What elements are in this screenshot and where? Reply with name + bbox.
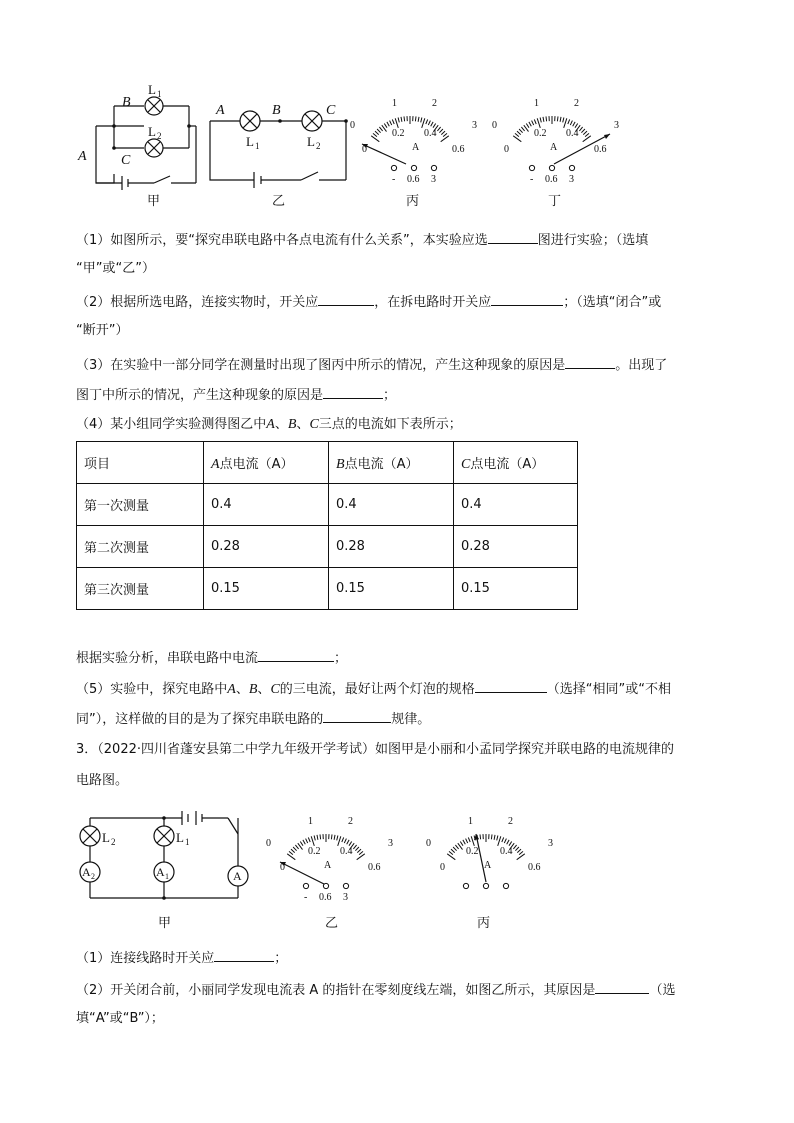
answer-blank[interactable] (323, 708, 391, 723)
dial-tick (460, 842, 463, 846)
dial-tick (517, 849, 521, 853)
yi-l2-label: L (307, 134, 315, 149)
dial-tick (534, 119, 536, 124)
svg-text:1: 1 (185, 837, 190, 847)
q3-title: 3．（2022·四川省蓬安县第二中学九年级开学考试）如图甲是小丽和小孟同学探究并联电路的电流规律的 (76, 742, 674, 757)
dial-tick (455, 845, 458, 849)
table-cell: 0.15 (454, 568, 578, 610)
svg-text:2: 2 (348, 816, 353, 827)
svg-text:A: A (156, 865, 165, 879)
dial-tick (300, 842, 303, 846)
answer-blank[interactable] (475, 678, 547, 693)
svg-text:1: 1 (308, 816, 313, 827)
svg-text:3: 3 (388, 838, 393, 849)
dial-tick (401, 117, 402, 122)
dial-tick (579, 127, 582, 131)
svg-text:2: 2 (574, 98, 579, 109)
dial-tick (317, 835, 318, 840)
dial-tick (546, 116, 547, 121)
dial-tick (437, 127, 440, 131)
dial-tick (398, 118, 399, 123)
dial-tick (295, 845, 298, 849)
dial-tick (379, 127, 382, 131)
dial-tick (334, 835, 335, 840)
q3-ammeter-yi (264, 816, 394, 904)
dial-tick (453, 847, 457, 851)
dial-tick (468, 837, 470, 842)
svg-text:3: 3 (472, 120, 477, 131)
dial-tick (532, 121, 534, 126)
answer-blank[interactable] (595, 979, 649, 994)
svg-text:0.2: 0.2 (534, 128, 547, 139)
dial-tick (342, 837, 344, 842)
yi-label-a: A (216, 103, 225, 118)
dial-tick (573, 122, 575, 126)
current-data-table (76, 441, 578, 610)
table-cell: 0.4 (454, 484, 578, 526)
table-cell: 第一次测量 (77, 484, 204, 526)
dial-tick (513, 136, 521, 142)
svg-text:A: A (412, 142, 420, 153)
dial-tick (390, 121, 392, 126)
dial-tick (526, 124, 529, 128)
table-header-cell: B点电流（A） (329, 442, 454, 484)
q2-part3: （3）在实验中一部分同学在测量时出现了图丙中所示的情况，产生这种现象的原因是 。出现了 (76, 354, 726, 376)
dial-tick (441, 131, 445, 135)
dial-tick (303, 840, 305, 844)
table-cell: 0.28 (204, 526, 329, 568)
q3-part2-cont: 填“A”或“B”）； (76, 1011, 164, 1026)
svg-text:A: A (82, 865, 91, 879)
dial-tick (447, 854, 455, 860)
dial-tick (519, 129, 523, 133)
caption-ding: 丁 (548, 194, 562, 209)
dial-tick (404, 116, 405, 121)
dial-tick (497, 836, 498, 841)
svg-text:0.6: 0.6 (319, 892, 332, 903)
svg-text:0.6: 0.6 (594, 144, 607, 155)
svg-text:0: 0 (280, 862, 285, 873)
svg-text:0.2: 0.2 (392, 128, 405, 139)
table-cell: 0.15 (329, 568, 454, 610)
svg-text:-: - (530, 174, 534, 185)
svg-text:0.6: 0.6 (407, 174, 420, 185)
svg-text:2: 2 (432, 98, 437, 109)
dial-tick (355, 847, 359, 851)
dial-tick (311, 836, 314, 846)
svg-text:1: 1 (392, 98, 397, 109)
dial-tick (583, 131, 587, 135)
dial-tick (421, 118, 422, 123)
svg-text:0: 0 (350, 120, 355, 131)
meter-pointer (476, 834, 486, 882)
ammeter-bing (348, 98, 478, 186)
dial-tick (585, 133, 589, 136)
dial-tick (371, 136, 379, 142)
dial-tick (513, 845, 516, 849)
yi-l1-sub: 1 (255, 141, 260, 151)
dial-tick (306, 839, 308, 844)
dial-tick (377, 129, 381, 133)
svg-text:0.2: 0.2 (466, 846, 479, 857)
jia-label-a: A (78, 149, 87, 164)
dial-tick (529, 122, 531, 126)
dial-tick (537, 118, 540, 128)
caption-yi: 乙 (272, 194, 286, 209)
table-row (77, 568, 578, 610)
svg-text:-: - (304, 892, 308, 903)
yi-label-b: B (272, 103, 281, 118)
jia-l1-label: L (148, 82, 156, 97)
dial-tick (395, 118, 398, 128)
dial-tick (293, 847, 297, 851)
dial-tick (387, 122, 389, 126)
dial-tick (471, 836, 474, 846)
table-row (77, 484, 578, 526)
dial-tick (331, 834, 332, 839)
q2-part5-cont: 同”），这样做的目的是为了探究串联电路的 规律。 (76, 708, 726, 730)
jia-label-c: C (121, 153, 131, 168)
svg-text:0: 0 (266, 838, 271, 849)
dial-tick (449, 851, 453, 854)
yi-label-c: C (326, 103, 336, 118)
meter-pointer (362, 144, 406, 164)
dial-tick (581, 129, 585, 133)
dial-tick (320, 834, 321, 839)
dial-tick (439, 129, 443, 133)
table-cell: 第三次测量 (77, 568, 204, 610)
answer-blank[interactable] (323, 384, 383, 399)
svg-text:0.4: 0.4 (500, 846, 513, 857)
q3-ammeter-bing (424, 816, 554, 904)
answer-blank[interactable] (491, 291, 563, 306)
dial-tick (373, 133, 377, 136)
dial-tick (443, 133, 447, 136)
table-header-row (77, 442, 578, 484)
dial-tick (422, 118, 425, 128)
dial-tick (415, 116, 416, 121)
q2-part1: （1）如图所示，要“探究串联电路中各点电流有什么关系”，本实验应选 图进行实验；（选填 (76, 229, 726, 251)
dial-tick (463, 840, 465, 844)
svg-text:0.2: 0.2 (308, 846, 321, 857)
q3-caption-yi: 乙 (325, 916, 339, 931)
q3-title-cont: 电路图。 (76, 773, 129, 788)
svg-text:1: 1 (534, 98, 539, 109)
svg-text:0.4: 0.4 (340, 846, 353, 857)
q3-ammeter-bing-dial (424, 816, 554, 904)
svg-text:1: 1 (165, 872, 169, 881)
dial-tick (557, 116, 558, 121)
dial-tick (570, 121, 572, 126)
dial-tick (418, 117, 419, 122)
dial-tick (504, 839, 506, 844)
circuit-jia-drawing (74, 84, 204, 184)
dial-tick (515, 133, 519, 136)
table-header-cell: C点电流（A） (454, 442, 578, 484)
dial-tick (507, 840, 509, 844)
svg-text:L: L (102, 830, 110, 845)
dial-tick (314, 836, 315, 841)
q2-conclusion: 根据实验分析，串联电路中电流 ； (76, 647, 726, 669)
q2-part4: （4）某小组同学实验测得图乙中A、B、C三点的电流如下表所示； (76, 417, 462, 432)
dial-tick (431, 122, 433, 126)
dial-tick (494, 835, 495, 840)
dial-tick (392, 119, 394, 124)
table-header-cell: A点电流（A） (204, 442, 329, 484)
q2-part1-cont: “甲”或“乙”） (76, 261, 155, 276)
svg-text:0.6: 0.6 (545, 174, 558, 185)
svg-text:2: 2 (91, 872, 95, 881)
answer-blank[interactable] (258, 647, 334, 662)
dial-tick (308, 837, 310, 842)
jia-l2-sub: 2 (157, 131, 162, 141)
svg-text:3: 3 (431, 174, 436, 185)
dial-tick (337, 836, 338, 841)
q3-part2: （2）开关闭合前，小丽同学发现电流表 A 的指针在零刻度线左端，如图乙所示，其原因是 （选 (76, 979, 726, 1001)
yi-l1-label: L (246, 134, 254, 149)
dial-tick (451, 849, 455, 853)
dial-tick (384, 124, 387, 128)
svg-text:0: 0 (362, 144, 367, 155)
answer-blank[interactable] (565, 354, 615, 369)
dial-tick (564, 118, 567, 128)
svg-text:2: 2 (508, 816, 513, 827)
dial-tick (357, 854, 365, 860)
dial-tick (375, 131, 379, 135)
svg-text:3: 3 (569, 174, 574, 185)
dial-tick (426, 119, 428, 124)
table-cell: 0.28 (329, 526, 454, 568)
table-cell: 0.15 (204, 568, 329, 610)
dial-tick (515, 847, 519, 851)
ammeter-bing-dial (348, 98, 478, 186)
answer-blank[interactable] (488, 229, 538, 244)
q2-part3-cont: 图丁中所示的情况，产生这种现象的原因是 ； (76, 384, 726, 406)
jia-l1-sub: 1 (157, 89, 162, 99)
dial-tick (289, 851, 293, 854)
answer-blank[interactable] (318, 291, 374, 306)
dial-tick (568, 119, 570, 124)
dial-tick (291, 849, 295, 853)
svg-text:-: - (392, 174, 396, 185)
table-cell: 第二次测量 (77, 526, 204, 568)
table-header-cell: 项目 (77, 442, 204, 484)
ammeter-ding (490, 98, 620, 186)
dial-tick (287, 854, 295, 860)
q3-caption-jia: 甲 (158, 916, 172, 931)
q3-part1: （1）连接线路时开关应 ； (76, 947, 726, 969)
dial-tick (517, 854, 525, 860)
dial-tick (540, 118, 541, 123)
svg-text:A: A (233, 869, 242, 883)
dial-tick (498, 836, 501, 846)
dial-tick (466, 839, 468, 844)
dial-tick (441, 136, 449, 142)
yi-l2-sub: 2 (316, 141, 321, 151)
q3-ammeter-yi-dial (264, 816, 394, 904)
table-cell: 0.28 (454, 526, 578, 568)
svg-text:3: 3 (343, 892, 348, 903)
table-row (77, 526, 578, 568)
dial-tick (543, 117, 544, 122)
svg-text:2: 2 (111, 837, 116, 847)
meter-pointer (280, 862, 324, 884)
dial-tick (338, 836, 341, 846)
dial-tick (347, 840, 349, 844)
jia-l2-label: L (148, 124, 156, 139)
q3-caption-bing: 丙 (477, 916, 491, 931)
svg-text:0: 0 (504, 144, 509, 155)
svg-text:A: A (484, 860, 492, 871)
svg-text:0.6: 0.6 (452, 144, 465, 155)
circuit-q3-jia-drawing (78, 806, 258, 906)
dial-tick (502, 837, 504, 842)
dial-tick (517, 131, 521, 135)
svg-text:0: 0 (440, 862, 445, 873)
dial-tick (359, 851, 363, 854)
circuit-jia (74, 84, 204, 184)
svg-text:L: L (176, 830, 184, 845)
caption-jia: 甲 (147, 194, 161, 209)
table-cell: 0.4 (204, 484, 329, 526)
svg-text:0.6: 0.6 (368, 862, 381, 873)
svg-text:0.6: 0.6 (528, 862, 541, 873)
svg-text:0: 0 (426, 838, 431, 849)
answer-blank[interactable] (214, 947, 274, 962)
table-cell: 0.4 (329, 484, 454, 526)
dial-tick (563, 118, 564, 123)
dial-tick (428, 121, 430, 126)
svg-text:0: 0 (492, 120, 497, 131)
svg-text:A: A (550, 142, 558, 153)
svg-text:3: 3 (548, 838, 553, 849)
svg-text:0.4: 0.4 (566, 128, 579, 139)
circuit-yi (206, 100, 350, 186)
dial-tick (357, 849, 361, 853)
dial-tick (519, 851, 523, 854)
svg-text:1: 1 (468, 816, 473, 827)
svg-text:3: 3 (614, 120, 619, 131)
dial-tick (583, 136, 591, 142)
dial-tick (491, 834, 492, 839)
q2-part2-cont: “断开”） (76, 323, 129, 338)
svg-text:0.4: 0.4 (424, 128, 437, 139)
circuit-q3-jia (78, 806, 258, 906)
dial-tick (344, 839, 346, 844)
q2-part2: （2）根据所选电路，连接实物时，开关应 ，在拆电路时开关应 ；（选填“闭合”或 (76, 291, 726, 313)
jia-label-b: B (122, 95, 131, 110)
q2-part5: （5）实验中，探究电路中A、B、C的三电流，最好让两个灯泡的规格 （选择“相同”或“不相 (76, 678, 726, 700)
dial-tick (480, 834, 481, 839)
svg-text:A: A (324, 860, 332, 871)
circuit-yi-drawing (206, 100, 350, 186)
dial-tick (353, 845, 356, 849)
dial-tick (521, 127, 524, 131)
ammeter-ding-dial (490, 98, 620, 186)
dial-tick (560, 117, 561, 122)
caption-bing: 丙 (406, 194, 420, 209)
